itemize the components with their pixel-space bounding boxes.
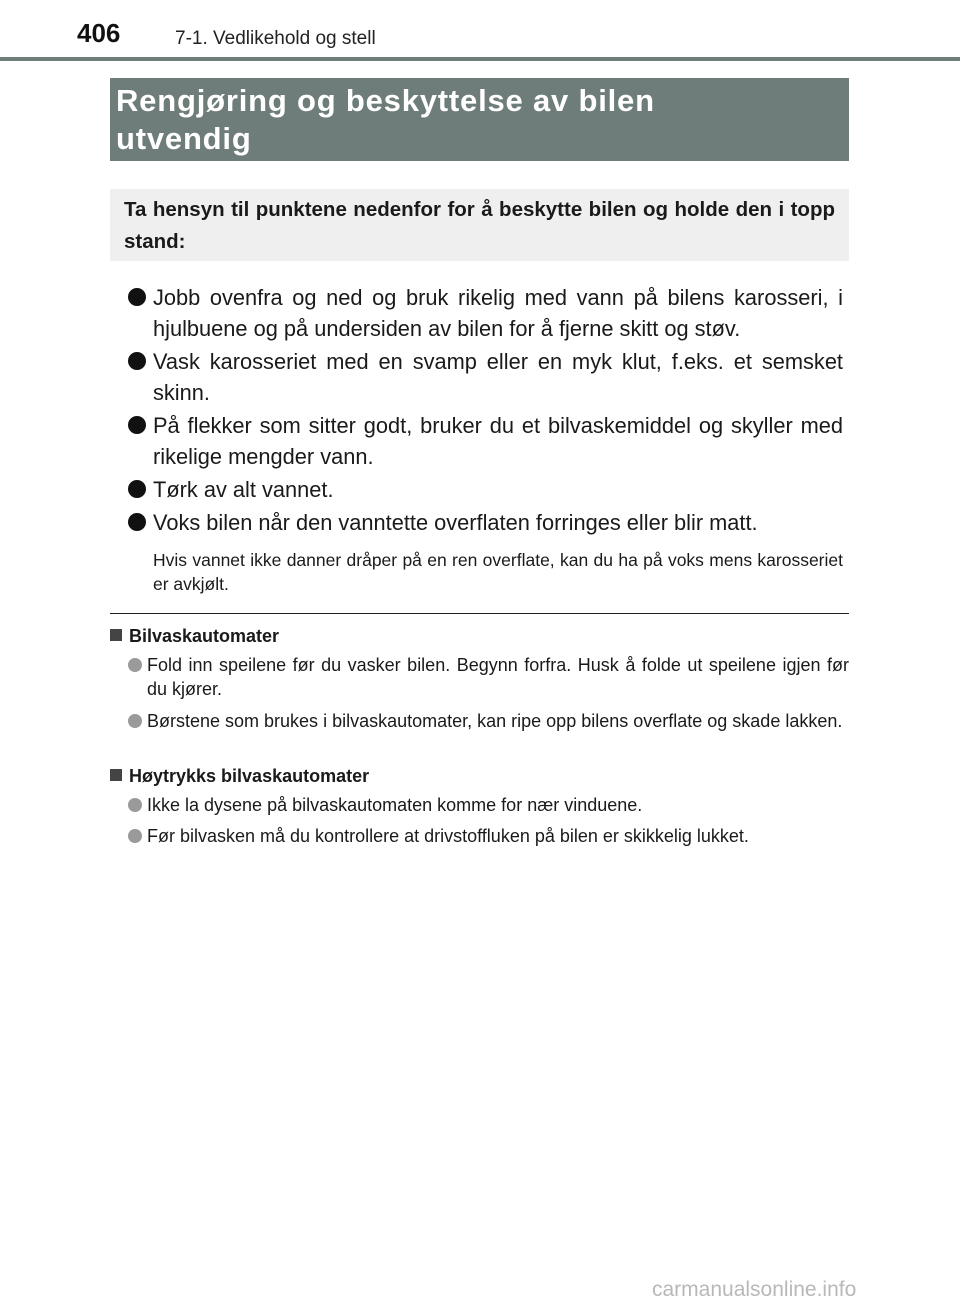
list-item-text: Voks bilen når den vanntette overflaten forringes eller blir matt. bbox=[153, 510, 758, 535]
list-item bbox=[128, 410, 843, 472]
section-heading-text: Høytrykks bilvaskautomater bbox=[129, 766, 370, 786]
list-item bbox=[128, 709, 849, 733]
bullet-icon bbox=[128, 513, 146, 531]
section-heading-high-pressure-wash bbox=[110, 765, 369, 787]
intro-box: Ta hensyn til punktene nedenfor for å beskytte bilen og holde den i topp stand: bbox=[110, 189, 849, 261]
bullet-icon bbox=[128, 288, 146, 306]
page-header bbox=[0, 0, 960, 62]
square-bullet-icon bbox=[110, 629, 122, 641]
list-item bbox=[128, 824, 849, 848]
list-item bbox=[128, 474, 843, 505]
list-item-text: Tørk av alt vannet. bbox=[153, 477, 334, 502]
bullet-icon bbox=[128, 829, 142, 843]
list-item bbox=[128, 507, 843, 538]
list-item bbox=[128, 346, 843, 408]
list-item-text: På flekker som sitter godt, bruker du et bilvaskemiddel og skyller med rikelige mengder vann. bbox=[153, 413, 843, 469]
wax-note: Hvis vannet ikke danner dråper på en ren overflate, kan du ha på voks mens karosseriet er avkjølt. bbox=[153, 550, 843, 594]
bullet-icon bbox=[128, 658, 142, 672]
bullet-icon bbox=[128, 714, 142, 728]
page-title-line-1: Rengjøring og beskyttelse av bilen bbox=[116, 83, 655, 118]
bullet-icon bbox=[128, 416, 146, 434]
page-title-line-2: utvendig bbox=[116, 121, 252, 156]
list-item-text: Fold inn speilene før du vasker bilen. Begynn forfra. Husk å folde ut speilene igjen før du kjører. bbox=[147, 655, 849, 699]
bullet-icon bbox=[128, 352, 146, 370]
bullet-icon bbox=[128, 798, 142, 812]
section-divider bbox=[110, 613, 849, 614]
page-number: 406 bbox=[77, 18, 121, 48]
list-item-text: Jobb ovenfra og ned og bruk rikelig med vann på bilens karosseri, i hjulbuene og på undersiden av bilen for å fjerne skitt og støv. bbox=[153, 285, 843, 341]
section-heading-car-wash bbox=[110, 625, 279, 647]
bullet-icon bbox=[128, 480, 146, 498]
watermark: carmanualsonline.info bbox=[652, 1278, 857, 1301]
list-item bbox=[128, 282, 843, 344]
header-rule bbox=[0, 57, 960, 61]
section-path: 7-1. Vedlikehold og stell bbox=[175, 28, 376, 49]
list-item-text: Før bilvasken må du kontrollere at drivstoffluken på bilen er skikkelig lukket. bbox=[147, 826, 749, 846]
list-item-text: Børstene som brukes i bilvaskautomater, kan ripe opp bilens overflate og skade lakken. bbox=[147, 711, 843, 731]
square-bullet-icon bbox=[110, 769, 122, 781]
list-item-text: Vask karosseriet med en svamp eller en myk klut, f.eks. et semsket skinn. bbox=[153, 349, 843, 405]
page-title bbox=[110, 78, 849, 161]
list-item-text: Ikke la dysene på bilvaskautomaten komme for nær vinduene. bbox=[147, 795, 643, 815]
section-heading-text: Bilvaskautomater bbox=[129, 626, 280, 646]
list-item bbox=[128, 653, 849, 701]
list-item bbox=[128, 793, 849, 817]
